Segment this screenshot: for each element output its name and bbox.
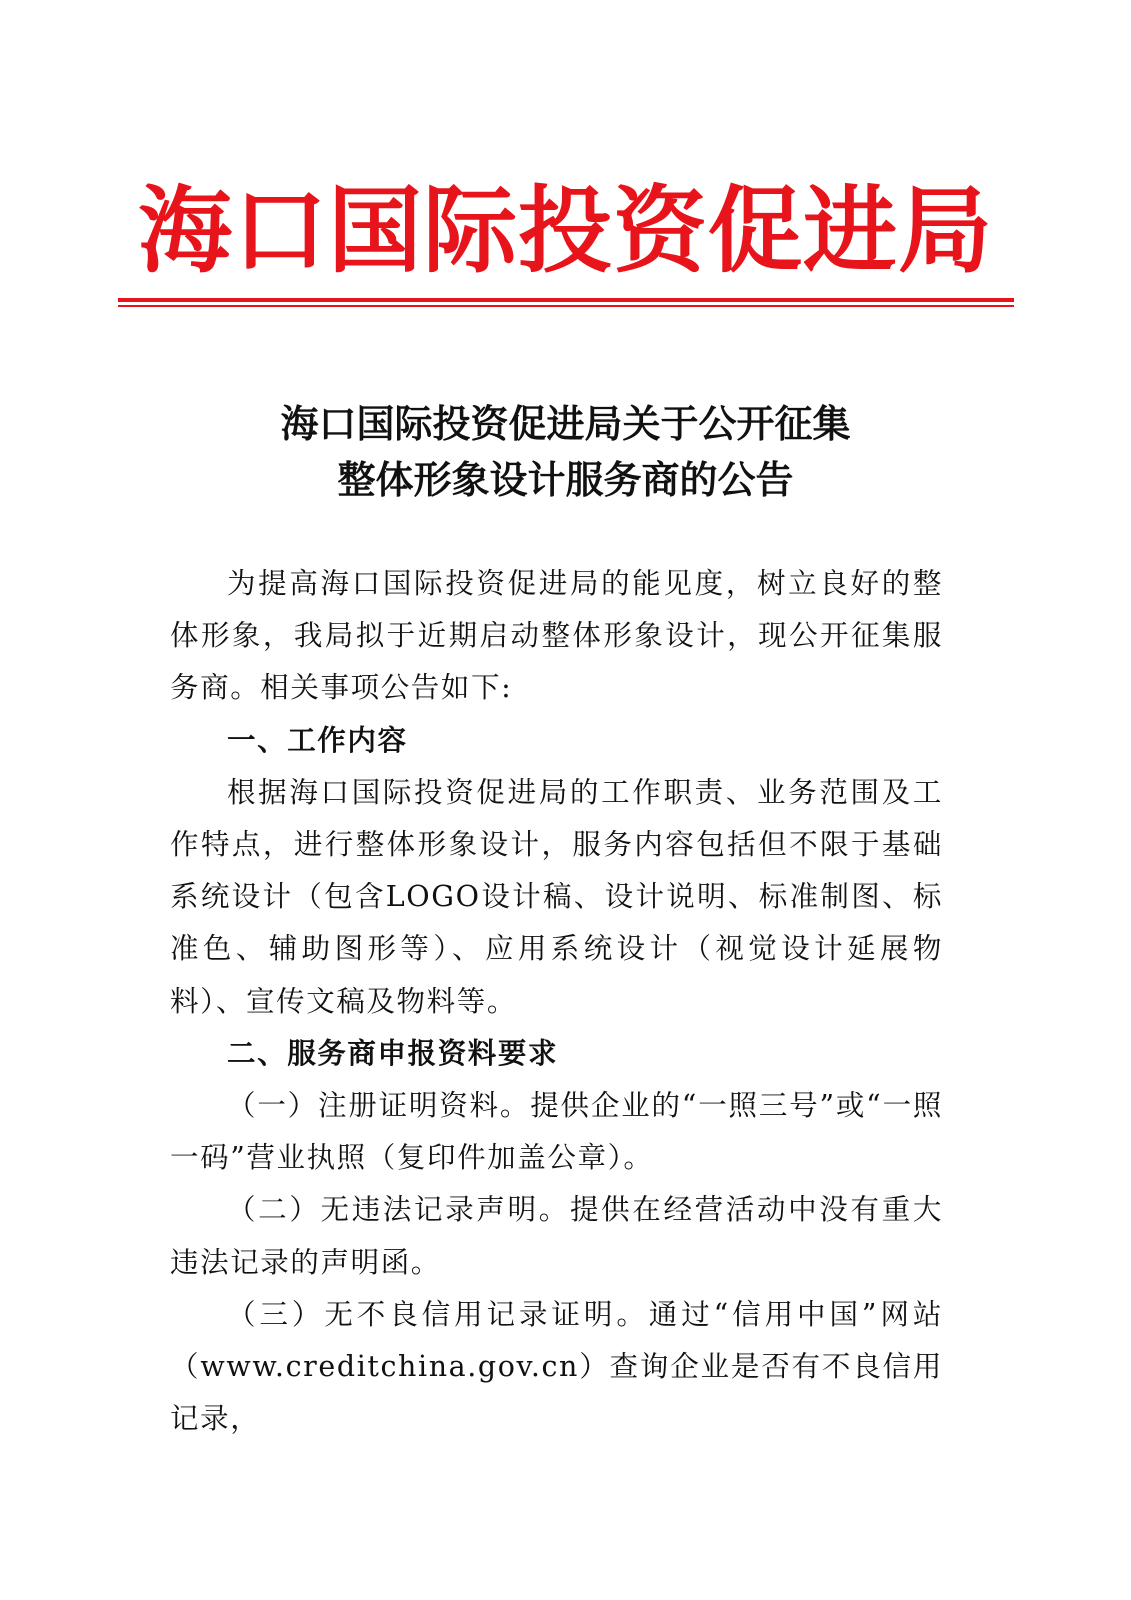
intro-paragraph: 为提高海口国际投资促进局的能见度，树立良好的整体形象，我局拟于近期启动整体形象设计，现公开征集服务商。相关事项公告如下: xyxy=(170,567,943,705)
letterhead-red-rule-thin xyxy=(118,305,1014,307)
requirement-item-credit-record: （三）无不良信用记录证明。通过“信用中国”网站（www.creditchina.gov.cn）查询企业是否有不良信用记录， xyxy=(170,1297,943,1436)
section-heading-application-requirements: 二、服务商申报资料要求 xyxy=(227,1036,559,1070)
letterhead-org-name: 海口国际投资促进局 xyxy=(137,176,993,286)
notice-title xyxy=(0,396,1131,508)
notice-body xyxy=(170,558,943,1445)
requirement-item-no-violation: （二）无违法记录声明。提供在经营活动中没有重大违法记录的声明函。 xyxy=(170,1193,943,1279)
requirement-item-registration: （一）注册证明资料。提供企业的“一照三号”或“一照一码”营业执照（复印件加盖公章）。 xyxy=(170,1089,943,1175)
notice-title-line-1: 海口国际投资促进局关于公开征集 xyxy=(280,401,851,446)
letterhead-red-rule-thick xyxy=(118,298,1014,302)
work-content-paragraph: 根据海口国际投资促进局的工作职责、业务范围及工作特点，进行整体形象设计，服务内容包括但不限于基础系统设计（包含LOGO设计稿、设计说明、标准制图、标准色、辅助图形等）、应用系统设计（视觉设计延展物料）、宣传文稿及物料等。 xyxy=(170,775,943,1018)
notice-title-line-2: 整体形象设计服务商的公告 xyxy=(337,457,794,502)
section-heading-work-content: 一、工作内容 xyxy=(227,723,408,757)
